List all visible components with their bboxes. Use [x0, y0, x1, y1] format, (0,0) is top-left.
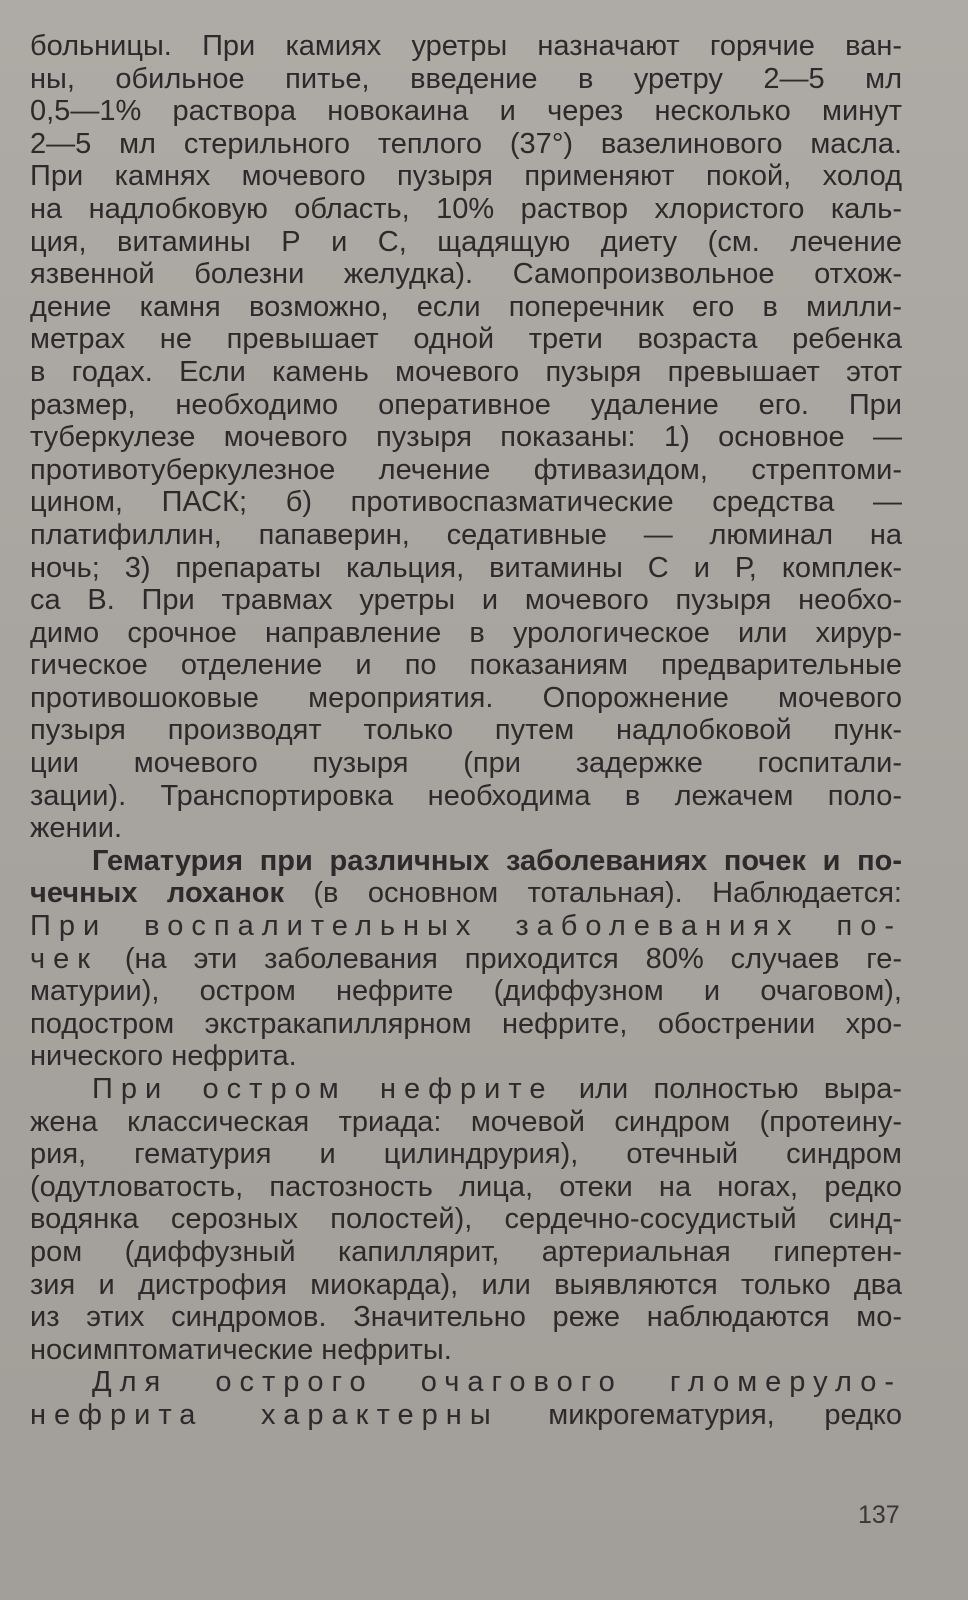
bold-heading-text: Гематурия при различных заболеваниях почек и по- [92, 844, 902, 877]
spaced-emphasis-text: При остром нефрите [92, 1073, 554, 1105]
text-line [30, 226, 902, 259]
text-line [30, 975, 902, 1008]
line-text: носимптоматические нефриты. [30, 1333, 452, 1366]
text-line [30, 63, 902, 96]
text-line [30, 910, 902, 943]
text-line [30, 682, 902, 715]
spaced-emphasis-text: Для острого очагового гломеруло- [92, 1366, 902, 1399]
line-text: ром (диффузный капиллярит, артериальная гипертен- [30, 1235, 902, 1268]
text-line [30, 95, 902, 128]
line-text: язвенной болезни желудка). Самопроизвольное отхож- [30, 258, 902, 291]
line-text: зации). Транспортировка необходима в лежачем поло- [30, 779, 902, 812]
line-text: метрах не превышает одной трети возраста ребенка [30, 323, 902, 356]
text-line [30, 1040, 902, 1073]
text-line [30, 356, 902, 389]
text-line [30, 389, 902, 422]
text-line [30, 421, 902, 454]
text-line [30, 617, 902, 650]
text-line [30, 1171, 902, 1204]
text-line [30, 1073, 902, 1106]
line-text: ночь; 3) препараты кальция, витамины С и Р, комплек- [30, 551, 902, 584]
text-line [30, 193, 902, 226]
line-text: (на эти заболевания приходится 80% случаев ге- [97, 942, 902, 975]
spaced-emphasis-text: нефрита характерны [30, 1398, 499, 1431]
text-line [30, 1269, 902, 1302]
line-text: ны, обильное питье, введение в уретру 2—5 мл [30, 62, 902, 95]
text-line [30, 877, 902, 910]
text-line [30, 552, 902, 585]
line-text: При камнях мочевого пузыря применяют покой, холод [30, 160, 902, 193]
line-text: (одутловатость, пастозность лица, отеки на ногах, редко [30, 1170, 902, 1203]
line-text: рия, гематурия и цилиндрурия), отечный синдром [30, 1138, 902, 1171]
line-text: противотуберкулезное лечение фтивазидом, стрептоми- [30, 453, 902, 486]
text-line [30, 1301, 902, 1334]
text-line [30, 1106, 902, 1139]
text-line [30, 30, 902, 63]
line-text: водянка серозных полостей), сердечно-сосудистый синд- [30, 1203, 902, 1236]
line-text: ция, витамины Р и С, щадящую диету (см. лечение [30, 225, 902, 258]
line-text: (в основном тотальная). Наблюдается: [283, 877, 902, 910]
text-line [30, 714, 902, 747]
text-line [30, 258, 902, 291]
text-line [30, 1334, 902, 1367]
line-text: микрогематурия, редко [498, 1398, 903, 1431]
text-line [30, 160, 902, 193]
text-line [30, 747, 902, 780]
line-text: пузыря производят только путем надлобковой пунк- [30, 714, 902, 747]
line-text: гическое отделение и по показаниям предварительные [30, 649, 902, 682]
body-text [30, 30, 902, 1432]
line-text: нического нефрита. [30, 1040, 297, 1073]
text-line [30, 584, 902, 617]
text-line [30, 845, 902, 878]
line-text: на надлобковую область, 10% раствор хлористого каль- [30, 192, 902, 225]
line-text: дение камня возможно, если поперечник его в милли- [30, 290, 902, 323]
bold-heading-text: чечных лоханок [30, 877, 284, 910]
line-text: туберкулезе мочевого пузыря показаны: 1) основное — [30, 421, 902, 454]
text-line [30, 1399, 902, 1432]
line-text: димо срочное направление в урологическое или хирур- [30, 616, 902, 649]
line-text: 0,5—1% раствора новокаина и через несколько минут [30, 95, 902, 128]
line-text: ции мочевого пузыря (при задержке госпитали- [30, 747, 902, 780]
line-text: матурии), остром нефрите (диффузном и очаговом), [30, 975, 902, 1008]
line-text: са В. При травмах уретры и мочевого пузыря необхо- [30, 584, 902, 617]
text-line [30, 1366, 902, 1399]
text-line [30, 1138, 902, 1171]
text-line [30, 943, 902, 976]
spaced-emphasis-text: При воспалительных заболеваниях по- [30, 910, 902, 943]
line-text: размер, необходимо оперативное удаление его. При [30, 388, 902, 421]
text-line [30, 780, 902, 813]
line-text: больницы. При камиях уретры назначают горячие ван- [30, 30, 902, 62]
spaced-emphasis-text: чек [30, 942, 98, 975]
line-text: жена классическая триада: мочевой синдром (протеину- [30, 1105, 902, 1138]
line-text: из этих синдромов. Значительно реже наблюдаются мо- [30, 1301, 902, 1334]
text-line [30, 454, 902, 487]
line-text: жении. [30, 812, 122, 845]
text-line [30, 291, 902, 324]
text-line [30, 128, 902, 161]
line-text: 2—5 мл стерильного теплого (37°) вазелинового масла. [30, 127, 902, 160]
line-text: подостром экстракапиллярном нефрите, обострении хро- [30, 1007, 902, 1040]
text-line [30, 323, 902, 356]
text-line [30, 486, 902, 519]
line-text: цином, ПАСК; б) противоспазматические средства — [30, 486, 902, 519]
text-line [30, 812, 902, 845]
text-line [30, 1236, 902, 1269]
line-text: зия и дистрофия миокарда), или выявляются только два [30, 1268, 902, 1301]
line-text: противошоковые мероприятия. Опорожнение мочевого [30, 681, 902, 714]
text-line [30, 519, 902, 552]
text-line [30, 1008, 902, 1041]
line-text: в годах. Если камень мочевого пузыря превышает этот [30, 355, 902, 388]
line-text: платифиллин, папаверин, седативные — люминал на [30, 518, 902, 551]
text-line [30, 649, 902, 682]
text-line [30, 1203, 902, 1236]
page-number: 137 [858, 1501, 900, 1529]
line-text: или полностью выра- [553, 1073, 902, 1105]
